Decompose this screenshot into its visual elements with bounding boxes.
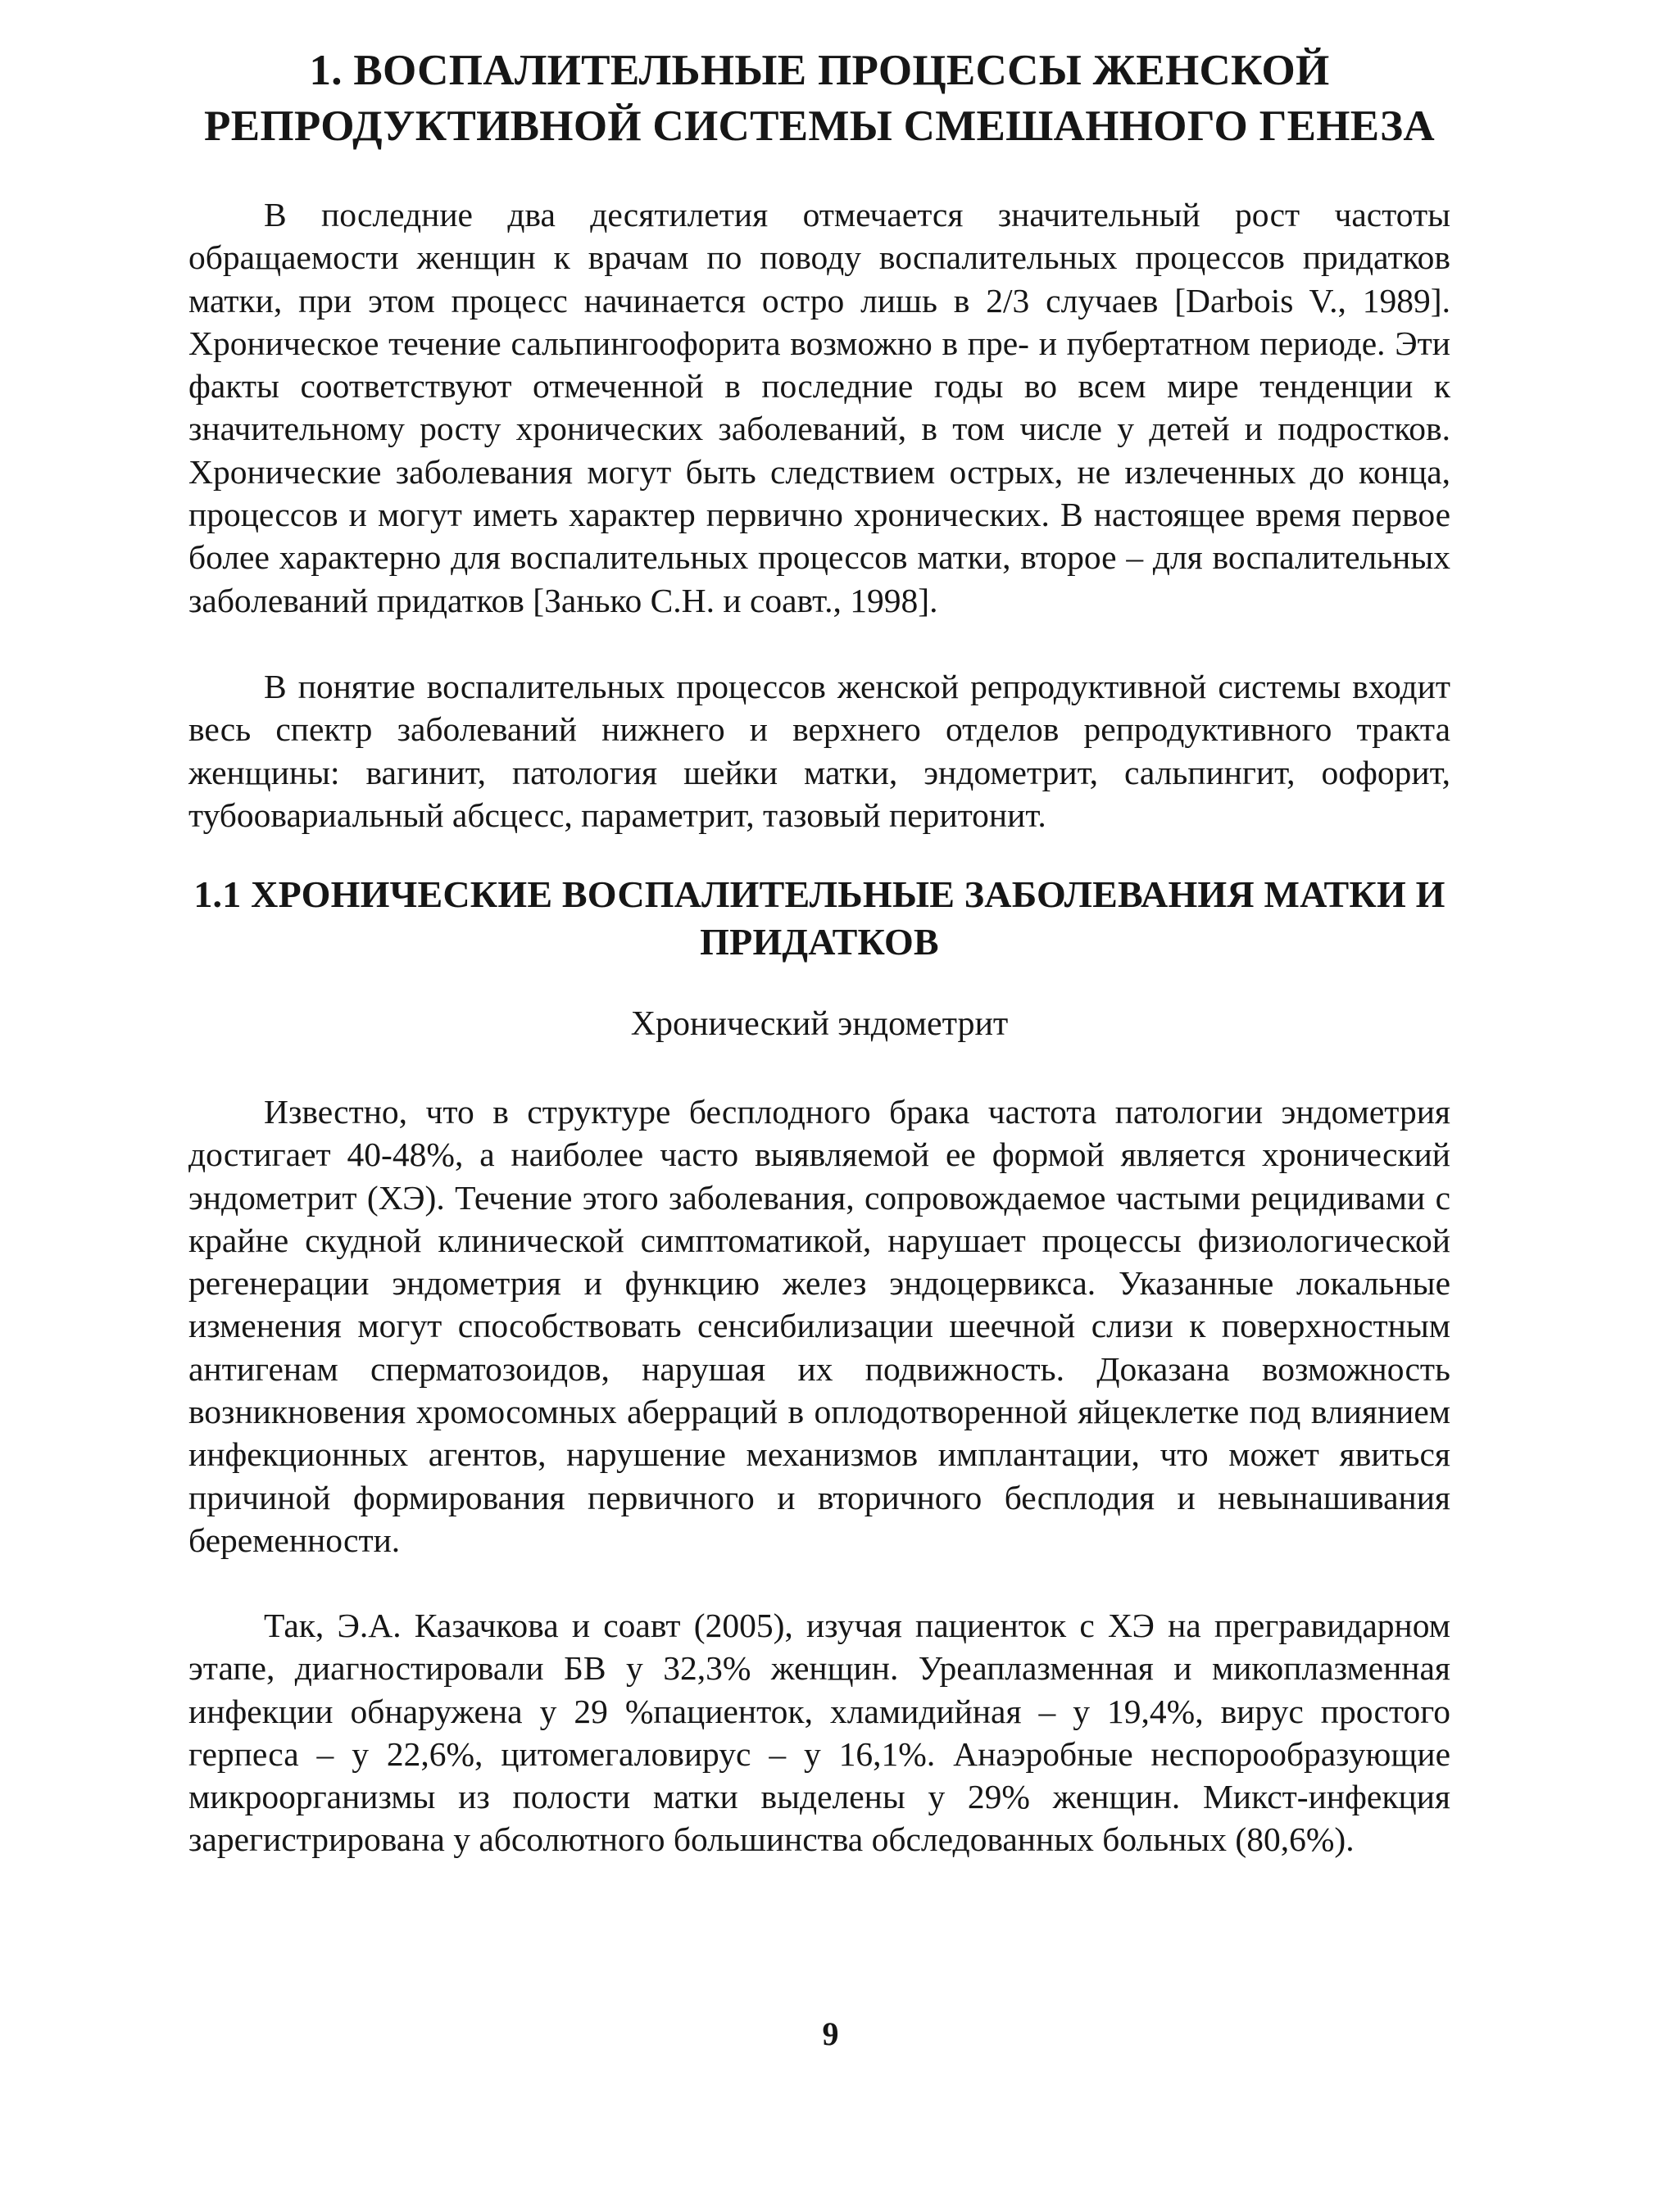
subsection-title: Хронический эндометрит xyxy=(630,1005,1009,1043)
main-title: 1. ВОСПАЛИТЕЛЬНЫЕ ПРОЦЕССЫ ЖЕНСКОЙ РЕПРОДУКТИВНОЙ СИСТЕМЫ СМЕШАННОГО ГЕНЕЗА xyxy=(204,47,1435,150)
section-title: 1.1 ХРОНИЧЕСКИЕ ВОСПАЛИТЕЛЬНЫЕ ЗАБОЛЕВАНИЯ МАТКИ И ПРИДАТКОВ xyxy=(193,873,1445,963)
paragraph: В последние два десятилетия отмечается значительный рост частоты обращаемости женщин к врачам по поводу воспалительных процессов придатков матки, при этом процесс начинается остро лишь в 2/3 случаев [Darbois V., 1989]. Хроническое течение сальпингоофорита возможно в пре- и пубертатном периоде. Эти факты соответствуют отмеченной в последние годы во всем мире тенденции к значительному росту хронических заболеваний, в том числе у детей и подростков. Хронические заболевания могут быть следствием острых, не излеченных до конца, процессов и могут иметь характер первично хронических. В настоящее время первое более характерно для воспалительных процессов матки, второе – для воспалительных заболеваний придатков [Занько С.Н. и соавт., 1998]. xyxy=(188,196,1450,619)
paragraph: Так, Э.А. Казачкова и соавт (2005), изучая пациенток с ХЭ на прегравидарном этапе, диагностировали БВ у 32,3% женщин. Уреаплазменная и микоплазменная инфекции обнаружена у 29 %пациенток, хламидийная – у 19,4%, вирус простого герпеса – у 22,6%, цитомегаловирус – у 16,1%. Анаэробные неспорообразующие микроорганизмы из полости матки выделены у 29% женщин. Микст-инфекция зарегистрирована у абсолютного большинства обследованных больных (80,6%). xyxy=(188,1607,1450,1859)
paragraph: Известно, что в структуре бесплодного брака частота патологии эндометрия достигает 40-48%, а наиболее часто выявляемой ее формой является хронический эндометрит (ХЭ). Течение этого заболевания, сопровождаемое частыми рецидивами с крайне скудной клинической симптоматикой, нарушает процессы физиологической регенерации эндометрия и функцию желез эндоцервикса. Указанные локальные изменения могут способствовать сенсибилизации шеечной слизи к поверхностным антигенам сперматозоидов, нарушая их подвижность. Доказана возможность возникновения хромосомных аберраций в оплодотворенной яйцеклетке под влиянием инфекционных агентов, нарушение механизмов имплантации, что может явиться причиной формирования первичного и вторичного бесплодия и невынашивания беременности. xyxy=(188,1093,1450,1559)
page-number: 9 xyxy=(822,2015,839,2052)
paragraph: В понятие воспалительных процессов женской репродуктивной системы входит весь спектр заболеваний нижнего и верхнего отделов репродуктивного тракта женщины: вагинит, патология шейки матки, эндометрит, сальпингит, оофорит, тубоовариальный абсцесс, параметрит, тазовый перитонит. xyxy=(188,668,1450,834)
